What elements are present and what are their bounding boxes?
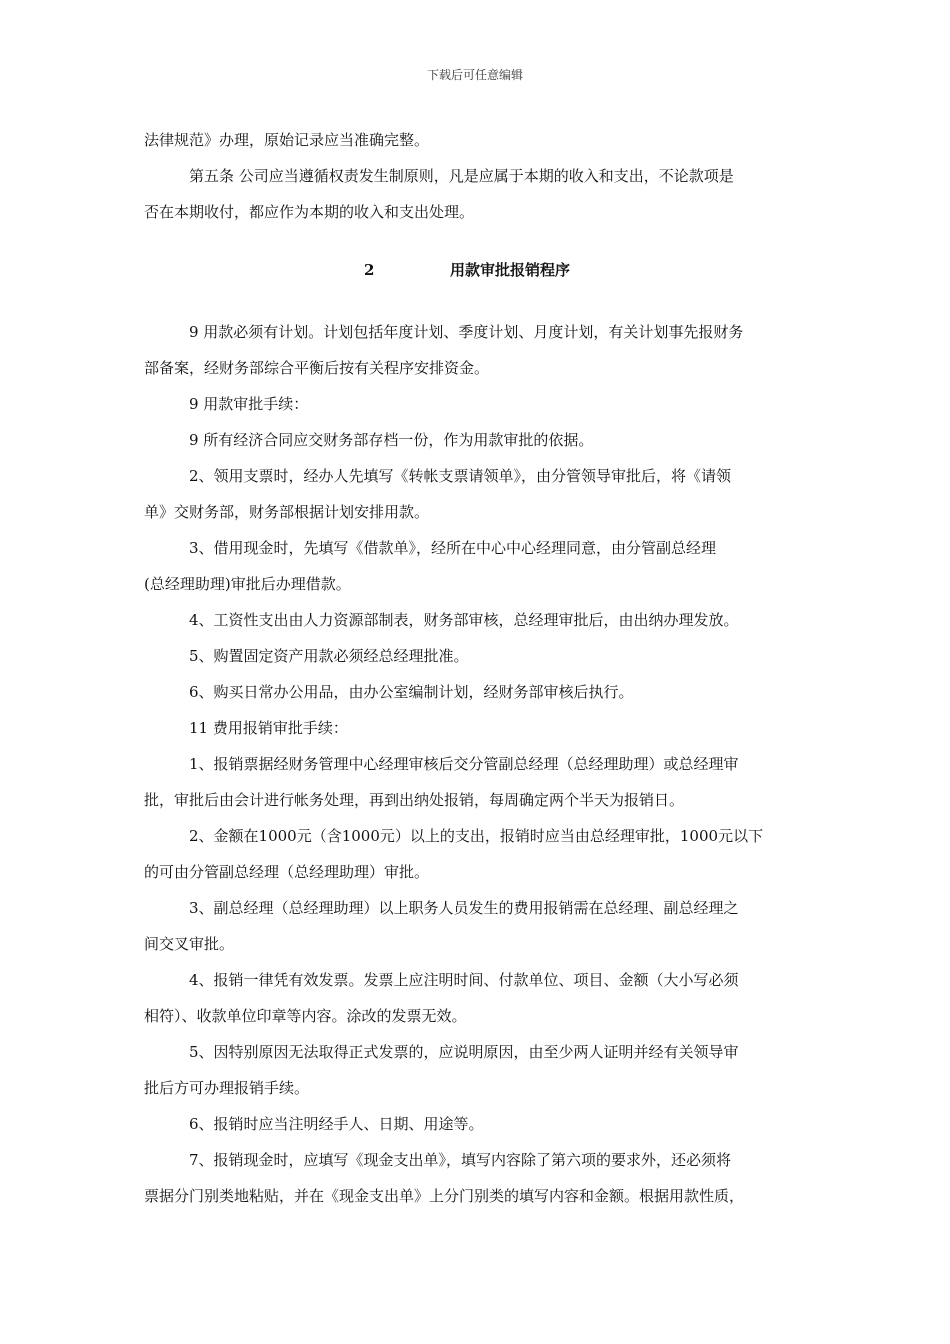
paragraph-line: 11 费用报销审批手续： [189, 719, 348, 737]
paragraph-line: 批，审批后由会计进行帐务处理，再到出纳处报销，每周确定两个半天为报销日。 [144, 791, 685, 809]
paragraph-line: 9 用款审批手续： [189, 395, 309, 413]
paragraph-line: 2、领用支票时，经办人先填写《转帐支票请领单》，由分管领导审批后，将《请领 [189, 467, 732, 485]
paragraph-line: 6、报销时应当注明经手人、日期、用途等。 [189, 1115, 484, 1133]
paragraph-line: 5、购置固定资产用款必须经总经理批准。 [189, 647, 469, 665]
paragraph-line: 4、工资性支出由人力资源部制表，财务部审核，总经理审批后，由出纳办理发放。 [189, 611, 739, 629]
section-title: 用款审批报销程序 [450, 261, 571, 279]
paragraph-line: 9 所有经济合同应交财务部存档一份，作为用款审批的依据。 [189, 431, 594, 449]
paragraph-line: 部备案，经财务部综合平衡后按有关程序安排资金。 [144, 359, 490, 377]
paragraph-line: 的可由分管副总经理（总经理助理）审批。 [144, 863, 430, 881]
paragraph-line: 法律规范》办理，原始记录应当准确完整。 [144, 131, 430, 149]
paragraph-line: 票据分门别类地粘贴，并在《现金支出单》上分门别类的填写内容和金额。根据用款性质， [144, 1187, 745, 1205]
section-heading [144, 252, 808, 288]
paragraph-line: 相符）、收款单位印章等内容。涂改的发票无效。 [144, 1007, 467, 1025]
paragraph-line: 2、金额在1000元（含1000元）以上的支出，报销时应当由总经理审批，1000元以下 [189, 827, 764, 845]
paragraph-line: 7、报销现金时，应填写《现金支出单》，填写内容除了第六项的要求外，还必须将 [189, 1151, 732, 1169]
paragraph-line: 9 用款必须有计划。计划包括年度计划、季度计划、月度计划，有关计划事先报财务 [189, 323, 744, 341]
page-header: 下载后可任意编辑 [426, 68, 523, 82]
paragraph-line: 批后方可办理报销手续。 [144, 1079, 310, 1097]
paragraph-line: 间交叉审批。 [144, 935, 235, 953]
document-body [144, 122, 808, 1214]
paragraph-line: (总经理助理)审批后办理借款。 [144, 575, 351, 593]
paragraph-line: 4、报销一律凭有效发票。发票上应注明时间、付款单位、项目、金额（大小写必须 [189, 971, 739, 989]
paragraph-line: 否在本期收付，都应作为本期的收入和支出处理。 [144, 203, 475, 221]
paragraph-line: 单》交财务部，财务部根据计划安排用款。 [144, 503, 430, 521]
paragraph-line: 1、报销票据经财务管理中心经理审核后交分管副总经理（总经理助理）或总经理审 [189, 755, 739, 773]
paragraph-line: 第五条 公司应当遵循权责发生制原则，凡是应属于本期的收入和支出，不论款项是 [189, 167, 734, 185]
paragraph-line: 3、借用现金时，先填写《借款单》，经所在中心中心经理同意，由分管副总经理 [189, 539, 717, 557]
paragraph-line: 6、购买日常办公用品，由办公室编制计划，经财务部审核后执行。 [189, 683, 634, 701]
paragraph-line: 3、副总经理（总经理助理）以上职务人员发生的费用报销需在总经理、副总经理之 [189, 899, 739, 917]
paragraph-line: 5、因特别原因无法取得正式发票的，应说明原因，由至少两人证明并经有关领导审 [189, 1043, 739, 1061]
section-number: 2 [364, 261, 375, 279]
